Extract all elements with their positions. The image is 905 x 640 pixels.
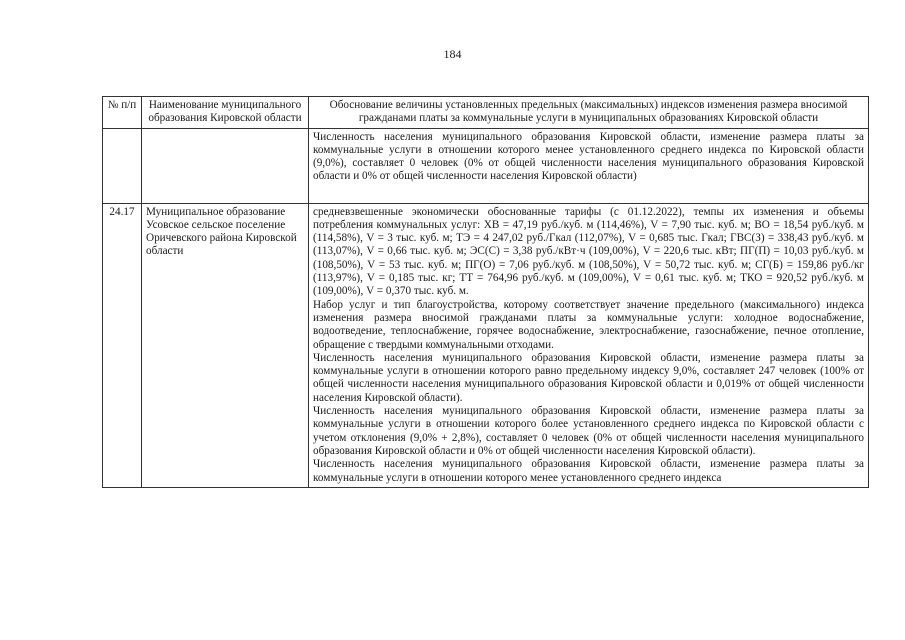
population-below-index-paragraph: Численность населения муниципального образования Кировской области, изменение размера платы за коммунальные услуги в отношении которого менее установленного среднего индекса bbox=[313, 458, 864, 484]
table-row bbox=[103, 203, 869, 487]
justification-paragraph: Численность населения муниципального образования Кировской области, изменение размера платы за коммунальные услуги в отношении которого менее установленного среднего индекса по Кировской области (9,0%), составляет 0 человек (0% от общей численности населения муниципального образования Кировской области и 0% от общей численности населения Кировской области) bbox=[313, 130, 864, 183]
row-number bbox=[103, 128, 142, 203]
row-municipality: Муниципальное образование Усовское сельское поселение Оричевского района Кировской области bbox=[142, 203, 309, 487]
tariffs-paragraph: средневзвешенные экономически обоснованные тарифы (с 01.12.2022), темпы их изменения и объемы потребления коммунальных услуг: ХВ = 47,19 руб./куб. м (114,46%), V = 7,90 тыс. куб. м; ВО = 18,54 руб./куб. м (114,58%), V = 3 тыс. куб. м; ТЭ = 4 247,02 руб./Гкал (112,07%), V = 0,685 тыс. Гкал; ГВС(З) = 338,43 руб./куб. м (113,07%), V = 0,66 тыс. куб. м; ЭС(С) = 3,38 руб./кВт·ч (109,00%), V = 220,6 тыс. кВт; ПГ(П) = 10,03 руб./куб. м (108,50%), V = 53 тыс. куб. м; ПГ(О) = 7,06 руб./куб. м (108,50%), V = 50,72 тыс. куб. м; СГ(Б) = 159,86 руб./кг (113,97%), V = 0,185 тыс. кг; ТТ = 764,96 руб./куб. м (109,00%), V = 0,61 тыс. куб. м; ТКО = 920,52 руб./куб. м (109,00%), V = 0,370 тыс. куб. м. bbox=[313, 205, 864, 298]
population-equal-index-paragraph: Численность населения муниципального образования Кировской области, изменение размера платы за коммунальные услуги в отношении которого равно предельному индексу 9,0%, составляет 247 человек (100% от общей численности населения муниципального образования Кировской области и 0,019% от общей численности населения Кировской области). bbox=[313, 351, 864, 404]
tariff-index-table bbox=[102, 96, 869, 488]
row-municipality bbox=[142, 128, 309, 203]
page-number: 184 bbox=[443, 47, 462, 61]
population-above-index-paragraph: Численность населения муниципального образования Кировской области, изменение размера платы за коммунальные услуги в отношении которого более установленного среднего индекса по Кировской области с учетом отклонения (9,0% + 2,8%), составляет 0 человек (0% от общей численности населения муниципального образования Кировской области и 0% от общей численности населения Кировской области). bbox=[313, 405, 864, 457]
table-row bbox=[103, 128, 869, 203]
header-municipality-name: Наименование муниципального образования Кировской области bbox=[142, 97, 309, 129]
row-justification bbox=[309, 203, 869, 487]
header-justification: Обоснование величины установленных предельных (максимальных) индексов изменения размера вносимой гражданами платы за коммунальные услуги в муниципальных образованиях Кировской области bbox=[309, 97, 869, 129]
row-justification bbox=[309, 128, 869, 203]
header-number: № п/п bbox=[103, 97, 142, 129]
table-header-row bbox=[103, 97, 869, 129]
row-number: 24.17 bbox=[103, 203, 142, 487]
services-set-paragraph: Набор услуг и тип благоустройства, которому соответствует значение предельного (максимального) индекса изменения размера вносимой гражданами платы за коммунальные услуги: холодное водоснабжение, водоотведение, теплоснабжение, горячее водоснабжение, электроснабжение, газоснабжение, печное отопление, обращение с твердыми коммунальными отходами. bbox=[313, 298, 864, 351]
